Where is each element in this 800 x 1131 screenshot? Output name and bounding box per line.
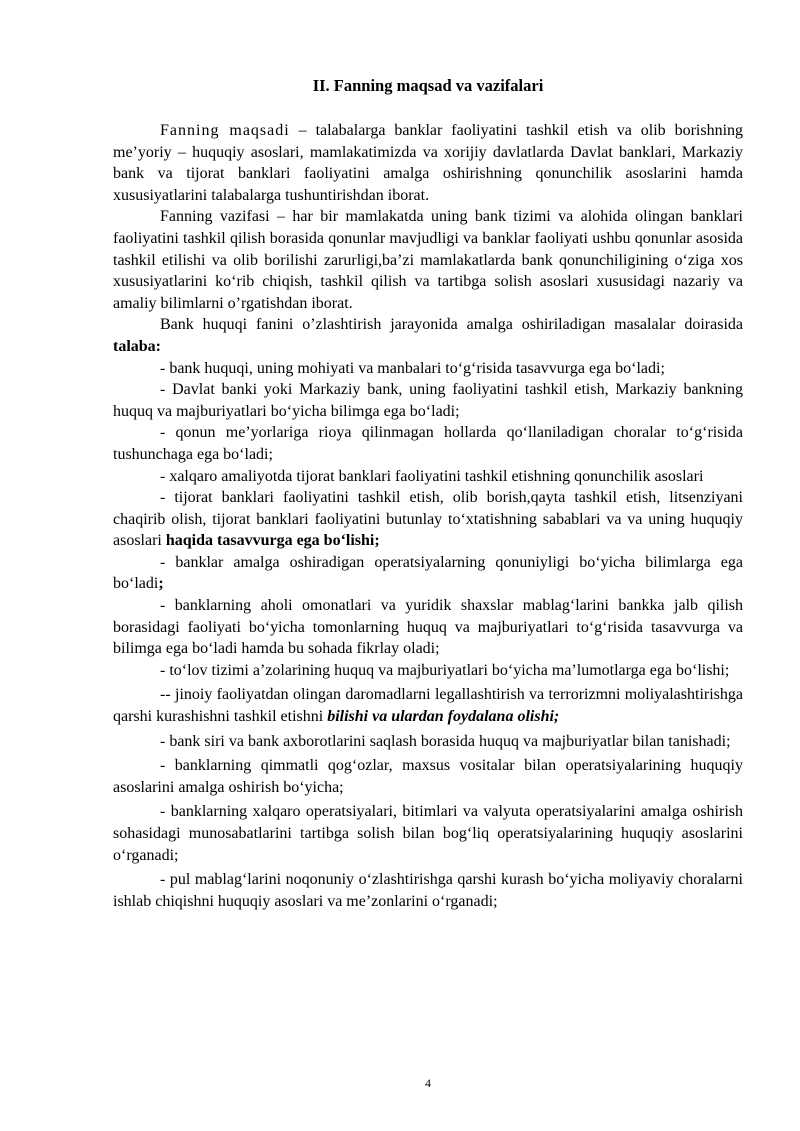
list-item-bold-italic: bilishi va ulardan foydalana olishi; (327, 708, 560, 726)
list-item: - pul mablag‘larini noqonuniy o‘zlashtirishga qarshi kurash bo‘yicha moliyaviy choralarni ishlab chiqishni huquqiy asoslari va me’zonlarini o‘rganadi; (113, 871, 743, 910)
list-item (113, 487, 743, 552)
document-page (113, 0, 743, 1131)
paragraph-goal (113, 120, 743, 206)
section-title: II. Fanning maqsad va vazifalari (312, 76, 544, 95)
intro-text: Bank huquqi fanini o’zlashtirish jarayonida amalga oshiriladigan masalalar doirasida (160, 316, 743, 334)
list-item-bold: haqida tasavvurga ega bo‘lishi; (165, 532, 380, 550)
list-item: - banklarning aholi omonatlari va yuridik shaxslar mablag‘larini bankka jalb qilish borasidagi faoliyati bo‘yicha tomonlarning huquq va majburiyatlari to‘g‘risida tasavvurga va bilimga ega bo‘ladi hamda bu sohada fikrlay oladi; (113, 597, 743, 658)
list-item-bold: ; (158, 575, 164, 593)
list-item: - bank siri va bank axborotlarini saqlash borasida huquq va majburiyatlar bilan tanishadi; (160, 732, 731, 750)
list-item: - xalqaro amaliyotda tijorat banklari faoliyatini tashkil etishning qonunchilik asoslari (160, 467, 704, 485)
list-item: - qonun me’yorlariga rioya qilinmagan hollarda qo‘llaniladigan choralar to‘g‘risida tushunchaga ega bo‘ladi; (113, 424, 743, 463)
goal-lead: Fanning maqsadi (160, 122, 290, 139)
list-item: - banklarning qimmatli qog‘ozlar, maxsus vositalar bilan operatsiyalarining huquqiy asoslarini amalga oshirish bo‘yicha; (113, 757, 743, 796)
list-item: - to‘lov tizimi a’zolarining huquq va majburiyatlari bo‘yicha ma’lumotlarga ega bo‘lishi; (160, 661, 730, 679)
list-item-text: - banklar amalga oshiradigan operatsiyalarning qonuniyligi bo‘yicha bilimlarga ega bo‘ladi (113, 553, 743, 593)
list-item: - bank huquqi, uning mohiyati va manbalari to‘g‘risida tasavvurga ega bo‘ladi; (160, 359, 665, 377)
list-item: - banklarning xalqaro operatsiyalari, bitimlari va valyuta operatsiyalarini amalga oshirish sohasidagi munosabatlarini tartibga solish bilan bog‘liq operatsiyalarining huquqiy asoslarini o‘rganadi; (113, 803, 743, 864)
list-item: - Davlat banki yoki Markaziy bank, uning faoliyatini tashkil etish, Markaziy bankning huquq va majburiyatlari bo‘yicha bilimga ega bo‘ladi; (113, 381, 743, 420)
paragraph-intro (113, 314, 743, 357)
paragraph-tasks: Fanning vazifasi – har bir mamlakatda uning bank tizimi va alohida olingan banklari faoliyatini tashkil qilish borasida qonunlar mavjudligi va banklar faoliyati ushbu qonunlar asosida tashkil etilishi va olib borilishi zarurligi,ba’zi mamlakatlarda bank qonunchiligining o‘ziga xos xususiyatlarini ko‘rib chiqish, tashkil qilish va tartibga solish asoslari xususidagi nazariy va amaliy bilimlarni o’rgatishdan iborat. (113, 208, 743, 312)
intro-bold: talaba: (113, 337, 161, 355)
list-item-text: -- jinoiy faoliyatdan olingan daromadlarni legallashtirish va terrorizmni moliyalashtirishga qarshi kurashishni tashkil etishni (113, 686, 743, 726)
goal-text: – talabalarga banklar faoliyatini tashkil etish va olib borishning me’yoriy – huquqiy asoslari, mamlakatimizda va xorijiy davlatlarda Davlat banklari, Markaziy bank va tijorat banklari faoliyatini amalga oshirishning qonunchilik asoslarini hamda xususiyatlarini talabalarga tushuntirishdan iborat. (113, 122, 744, 204)
list-item (113, 684, 743, 727)
list-item-text: - tijorat banklari faoliyatini tashkil etish, olib borish,qayta tashkil etish, litsenziyani chaqirib olish, tijorat banklari faoliyatini butunlay to‘xtatishning sabablari va va uning huquqiy asoslari (113, 489, 743, 550)
list-item (113, 552, 743, 595)
document-body (113, 120, 743, 912)
page-number: 4 (425, 1076, 431, 1090)
